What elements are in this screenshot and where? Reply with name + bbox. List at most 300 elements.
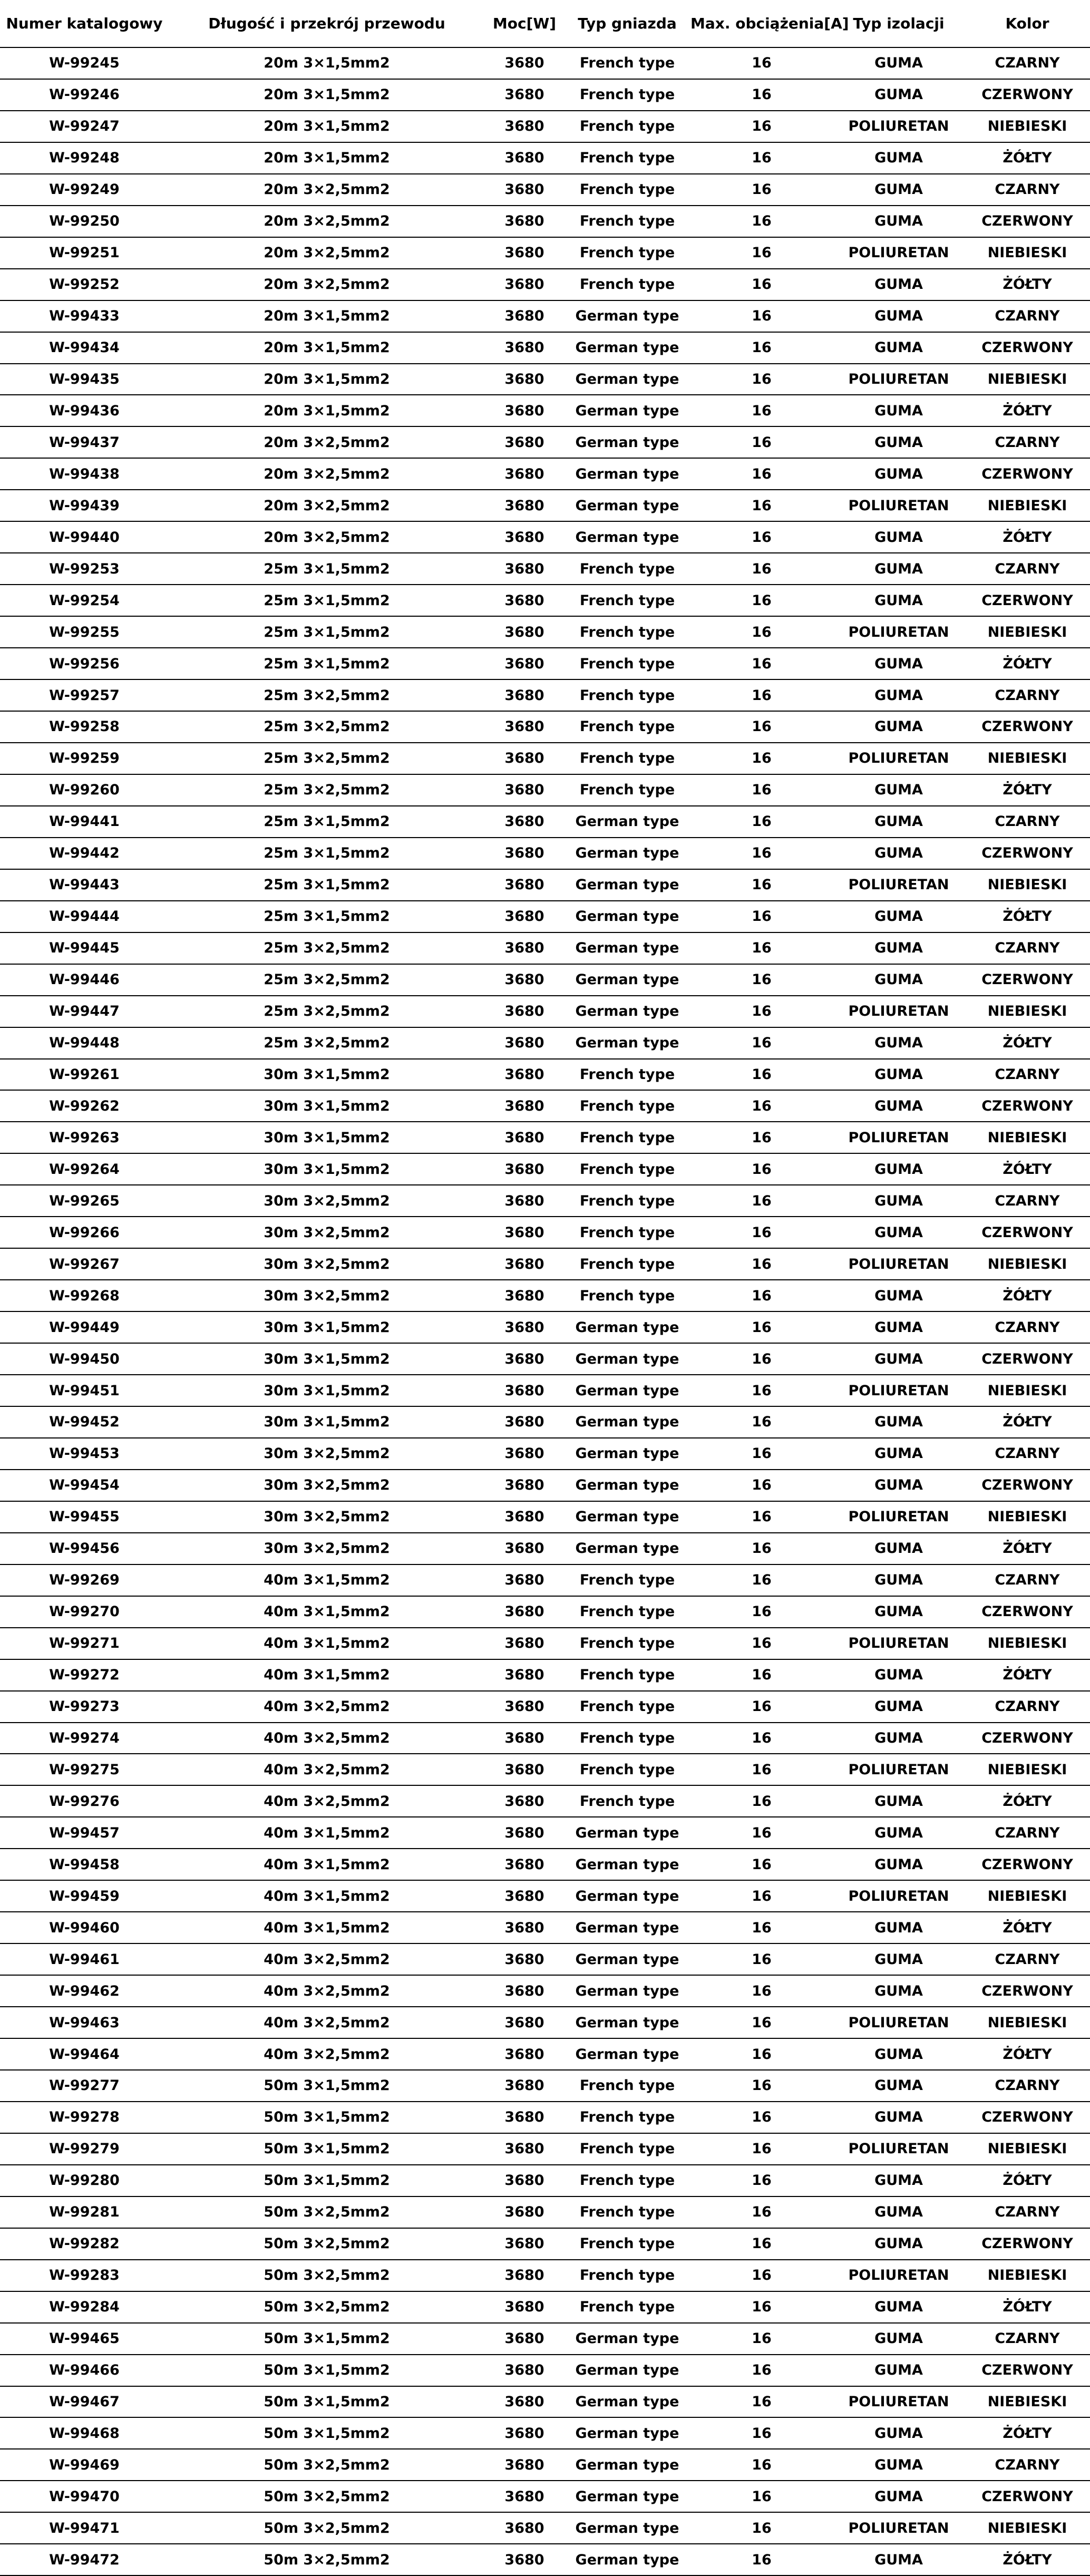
power-cell: 3680	[504, 2014, 544, 2031]
power-cell: 3680	[504, 402, 544, 419]
length-cross-section-cell: 50m 3×1,5mm2	[264, 2077, 390, 2094]
table-row	[0, 458, 1090, 490]
insulation-type-cell: GUMA	[874, 2235, 923, 2252]
table-row	[0, 1059, 1090, 1091]
power-cell: 3680	[504, 181, 544, 198]
color-cell: ŻÓŁTY	[1003, 2299, 1052, 2316]
power-cell: 3680	[504, 2362, 544, 2379]
insulation-type-cell: POLIURETAN	[848, 1509, 949, 1525]
power-cell: 3680	[504, 1097, 544, 1114]
max-load-cell: 16	[752, 2014, 772, 2031]
socket-type-cell: German type	[575, 2425, 679, 2442]
catalog-number-cell: W-99283	[49, 2267, 120, 2284]
insulation-type-cell: GUMA	[874, 2362, 923, 2379]
socket-type-cell: French type	[579, 1256, 675, 1272]
power-cell: 3680	[504, 2172, 544, 2189]
insulation-type-cell: GUMA	[874, 1824, 923, 1841]
max-load-cell: 16	[752, 1192, 772, 1209]
max-load-cell: 16	[752, 2551, 772, 2568]
max-load-cell: 16	[752, 1445, 772, 1462]
color-cell: CZARNY	[995, 2204, 1060, 2221]
max-load-cell: 16	[752, 1635, 772, 1652]
catalog-number-cell: W-99439	[49, 497, 120, 514]
max-load-cell: 16	[752, 1414, 772, 1431]
max-load-cell: 16	[752, 402, 772, 419]
power-cell: 3680	[504, 2299, 544, 2316]
max-load-cell: 16	[752, 845, 772, 862]
color-cell: CZARNY	[995, 687, 1060, 704]
column-header-insulation-type: Typ izolacji	[833, 0, 965, 47]
insulation-type-cell: GUMA	[874, 971, 923, 988]
socket-type-cell: German type	[575, 1919, 679, 1936]
power-cell: 3680	[504, 560, 544, 577]
table-row	[0, 964, 1090, 996]
catalog-number-cell: W-99258	[49, 718, 120, 735]
catalog-number-cell: W-99462	[49, 1982, 120, 1999]
socket-type-cell: German type	[575, 1477, 679, 1494]
socket-type-cell: French type	[579, 1793, 675, 1810]
color-cell: ŻÓŁTY	[1003, 1793, 1052, 1810]
length-cross-section-cell: 25m 3×1,5mm2	[264, 592, 390, 609]
insulation-type-cell: GUMA	[874, 845, 923, 862]
socket-type-cell: German type	[575, 908, 679, 925]
power-cell: 3680	[504, 1256, 544, 1272]
insulation-type-cell: GUMA	[874, 1729, 923, 1746]
socket-type-cell: German type	[575, 1856, 679, 1873]
max-load-cell: 16	[752, 908, 772, 925]
power-cell: 3680	[504, 624, 544, 640]
max-load-cell: 16	[752, 1919, 772, 1936]
length-cross-section-cell: 40m 3×2,5mm2	[264, 1793, 390, 1810]
power-cell: 3680	[504, 1287, 544, 1304]
length-cross-section-cell: 40m 3×2,5mm2	[264, 1982, 390, 1999]
length-cross-section-cell: 20m 3×2,5mm2	[264, 434, 390, 451]
max-load-cell: 16	[752, 1856, 772, 1873]
insulation-type-cell: GUMA	[874, 718, 923, 735]
socket-type-cell: French type	[579, 782, 675, 799]
catalog-number-cell: W-99437	[49, 434, 120, 451]
insulation-type-cell: GUMA	[874, 655, 923, 672]
length-cross-section-cell: 40m 3×2,5mm2	[264, 1761, 390, 1778]
table-row	[0, 932, 1090, 964]
table-row	[0, 490, 1090, 521]
socket-type-cell: French type	[579, 1698, 675, 1715]
length-cross-section-cell: 30m 3×1,5mm2	[264, 1066, 390, 1083]
table-row	[0, 1248, 1090, 1280]
color-cell: ŻÓŁTY	[1003, 2551, 1052, 2568]
insulation-type-cell: GUMA	[874, 908, 923, 925]
max-load-cell: 16	[752, 1509, 772, 1525]
socket-type-cell: German type	[575, 465, 679, 482]
table-row	[0, 1311, 1090, 1343]
socket-type-cell: German type	[575, 371, 679, 387]
insulation-type-cell: GUMA	[874, 2488, 923, 2505]
table-row	[0, 269, 1090, 300]
power-cell: 3680	[504, 2141, 544, 2157]
catalog-number-cell: W-99442	[49, 845, 120, 862]
length-cross-section-cell: 50m 3×2,5mm2	[264, 2299, 390, 2316]
insulation-type-cell: GUMA	[874, 1572, 923, 1589]
table-row	[0, 648, 1090, 679]
catalog-number-cell: W-99273	[49, 1698, 120, 1715]
max-load-cell: 16	[752, 529, 772, 546]
table-row	[0, 1628, 1090, 1659]
table-row	[0, 774, 1090, 806]
color-cell: ŻÓŁTY	[1003, 276, 1052, 293]
insulation-type-cell: POLIURETAN	[848, 118, 949, 135]
catalog-number-cell: W-99245	[49, 55, 120, 72]
insulation-type-cell: POLIURETAN	[848, 1635, 949, 1652]
max-load-cell: 16	[752, 213, 772, 230]
length-cross-section-cell: 40m 3×1,5mm2	[264, 1856, 390, 1873]
insulation-type-cell: GUMA	[874, 2046, 923, 2063]
power-cell: 3680	[504, 2520, 544, 2536]
insulation-type-cell: GUMA	[874, 1540, 923, 1557]
catalog-number-cell: W-99279	[49, 2141, 120, 2157]
table-row	[0, 869, 1090, 901]
length-cross-section-cell: 25m 3×1,5mm2	[264, 908, 390, 925]
power-cell: 3680	[504, 971, 544, 988]
table-row	[0, 2481, 1090, 2512]
power-cell: 3680	[504, 245, 544, 261]
power-cell: 3680	[504, 718, 544, 735]
insulation-type-cell: GUMA	[874, 592, 923, 609]
color-cell: NIEBIESKI	[987, 2141, 1067, 2157]
insulation-type-cell: POLIURETAN	[848, 2394, 949, 2410]
max-load-cell: 16	[752, 1161, 772, 1178]
length-cross-section-cell: 20m 3×2,5mm2	[264, 213, 390, 230]
catalog-number-cell: W-99435	[49, 371, 120, 387]
length-cross-section-cell: 25m 3×2,5mm2	[264, 1035, 390, 1052]
socket-type-cell: German type	[575, 1382, 679, 1399]
length-cross-section-cell: 25m 3×1,5mm2	[264, 845, 390, 862]
power-cell: 3680	[504, 1698, 544, 1715]
power-cell: 3680	[504, 1540, 544, 1557]
max-load-cell: 16	[752, 1667, 772, 1684]
max-load-cell: 16	[752, 940, 772, 957]
length-cross-section-cell: 20m 3×2,5mm2	[264, 276, 390, 293]
color-cell: CZERWONY	[981, 1603, 1073, 1620]
catalog-number-cell: W-99253	[49, 560, 120, 577]
socket-type-cell: German type	[575, 2014, 679, 2031]
length-cross-section-cell: 25m 3×2,5mm2	[264, 718, 390, 735]
socket-type-cell: French type	[579, 1192, 675, 1209]
table-row	[0, 2260, 1090, 2291]
table-body	[0, 47, 1090, 2575]
length-cross-section-cell: 40m 3×1,5mm2	[264, 1635, 390, 1652]
max-load-cell: 16	[752, 2172, 772, 2189]
power-cell: 3680	[504, 55, 544, 72]
catalog-number-cell: W-99443	[49, 877, 120, 893]
socket-type-cell: French type	[579, 687, 675, 704]
max-load-cell: 16	[752, 2299, 772, 2316]
socket-type-cell: German type	[575, 877, 679, 893]
power-cell: 3680	[504, 1382, 544, 1399]
table-row	[0, 585, 1090, 616]
socket-type-cell: French type	[579, 118, 675, 135]
catalog-number-cell: W-99248	[49, 150, 120, 167]
color-cell: ŻÓŁTY	[1003, 1919, 1052, 1936]
socket-type-cell: French type	[579, 276, 675, 293]
insulation-type-cell: POLIURETAN	[848, 1382, 949, 1399]
max-load-cell: 16	[752, 1824, 772, 1841]
catalog-number-cell: W-99277	[49, 2077, 120, 2094]
color-cell: CZERWONY	[981, 2488, 1073, 2505]
socket-type-cell: French type	[579, 2109, 675, 2126]
catalog-number-cell: W-99467	[49, 2394, 120, 2410]
socket-type-cell: French type	[579, 1287, 675, 1304]
length-cross-section-cell: 30m 3×1,5mm2	[264, 1097, 390, 1114]
length-cross-section-cell: 20m 3×1,5mm2	[264, 402, 390, 419]
color-cell: CZERWONY	[981, 1729, 1073, 1746]
length-cross-section-cell: 50m 3×2,5mm2	[264, 2551, 390, 2568]
power-cell: 3680	[504, 2204, 544, 2221]
length-cross-section-cell: 30m 3×2,5mm2	[264, 1477, 390, 1494]
max-load-cell: 16	[752, 1729, 772, 1746]
catalog-number-cell: W-99472	[49, 2551, 120, 2568]
length-cross-section-cell: 40m 3×2,5mm2	[264, 1698, 390, 1715]
max-load-cell: 16	[752, 1951, 772, 1968]
insulation-type-cell: POLIURETAN	[848, 1761, 949, 1778]
insulation-type-cell: GUMA	[874, 55, 923, 72]
catalog-number-cell: W-99445	[49, 940, 120, 957]
color-cell: CZARNY	[995, 1319, 1060, 1336]
color-cell: ŻÓŁTY	[1003, 402, 1052, 419]
length-cross-section-cell: 25m 3×2,5mm2	[264, 750, 390, 767]
catalog-number-cell: W-99257	[49, 687, 120, 704]
insulation-type-cell: GUMA	[874, 687, 923, 704]
table-row	[0, 1153, 1090, 1185]
table-row	[0, 2007, 1090, 2038]
table-row	[0, 1027, 1090, 1059]
insulation-type-cell: POLIURETAN	[848, 624, 949, 640]
power-cell: 3680	[504, 687, 544, 704]
power-cell: 3680	[504, 1572, 544, 1589]
power-cell: 3680	[504, 2330, 544, 2347]
color-cell: CZARNY	[995, 434, 1060, 451]
catalog-number-cell: W-99449	[49, 1319, 120, 1336]
socket-type-cell: German type	[575, 339, 679, 356]
power-cell: 3680	[504, 655, 544, 672]
table-row	[0, 2165, 1090, 2196]
power-cell: 3680	[504, 465, 544, 482]
color-cell: CZERWONY	[981, 1224, 1073, 1241]
insulation-type-cell: GUMA	[874, 1192, 923, 1209]
insulation-type-cell: GUMA	[874, 1951, 923, 1968]
power-cell: 3680	[504, 2394, 544, 2410]
color-cell: CZERWONY	[981, 592, 1073, 609]
length-cross-section-cell: 20m 3×1,5mm2	[264, 118, 390, 135]
max-load-cell: 16	[752, 1888, 772, 1904]
max-load-cell: 16	[752, 150, 772, 167]
table-row	[0, 395, 1090, 426]
length-cross-section-cell: 30m 3×2,5mm2	[264, 1224, 390, 1241]
socket-type-cell: German type	[575, 940, 679, 957]
color-cell: CZERWONY	[981, 1097, 1073, 1114]
length-cross-section-cell: 20m 3×2,5mm2	[264, 497, 390, 514]
length-cross-section-cell: 30m 3×2,5mm2	[264, 1509, 390, 1525]
length-cross-section-cell: 30m 3×1,5mm2	[264, 1319, 390, 1336]
socket-type-cell: German type	[575, 1414, 679, 1431]
socket-type-cell: German type	[575, 308, 679, 325]
color-cell: CZARNY	[995, 813, 1060, 830]
insulation-type-cell: GUMA	[874, 1035, 923, 1052]
catalog-number-cell: W-99249	[49, 181, 120, 198]
max-load-cell: 16	[752, 245, 772, 261]
table-row	[0, 111, 1090, 142]
catalog-number-cell: W-99466	[49, 2362, 120, 2379]
column-header-length-cross-section: Długość i przekrój przewodu	[169, 0, 485, 47]
socket-type-cell: French type	[579, 213, 675, 230]
table-row	[0, 174, 1090, 206]
catalog-number-cell: W-99470	[49, 2488, 120, 2505]
max-load-cell: 16	[752, 750, 772, 767]
insulation-type-cell: GUMA	[874, 1161, 923, 1178]
length-cross-section-cell: 40m 3×1,5mm2	[264, 1667, 390, 1684]
table-row	[0, 1185, 1090, 1217]
max-load-cell: 16	[752, 2046, 772, 2063]
length-cross-section-cell: 40m 3×1,5mm2	[264, 1572, 390, 1589]
insulation-type-cell: POLIURETAN	[848, 1003, 949, 1020]
length-cross-section-cell: 50m 3×1,5mm2	[264, 2394, 390, 2410]
power-cell: 3680	[504, 434, 544, 451]
table-row	[0, 838, 1090, 869]
table-row	[0, 1217, 1090, 1248]
length-cross-section-cell: 30m 3×1,5mm2	[264, 1350, 390, 1367]
color-cell: CZARNY	[995, 1066, 1060, 1083]
table-row	[0, 806, 1090, 838]
column-header-max-load: Max. obciążenia[A]	[690, 0, 833, 47]
insulation-type-cell: POLIURETAN	[848, 2014, 949, 2031]
max-load-cell: 16	[752, 2394, 772, 2410]
insulation-type-cell: GUMA	[874, 465, 923, 482]
power-cell: 3680	[504, 1603, 544, 1620]
insulation-type-cell: GUMA	[874, 1982, 923, 1999]
socket-type-cell: German type	[575, 813, 679, 830]
catalog-number-cell: W-99438	[49, 465, 120, 482]
length-cross-section-cell: 20m 3×1,5mm2	[264, 371, 390, 387]
socket-type-cell: German type	[575, 2551, 679, 2568]
socket-type-cell: German type	[575, 1035, 679, 1052]
power-cell: 3680	[504, 276, 544, 293]
insulation-type-cell: GUMA	[874, 2330, 923, 2347]
length-cross-section-cell: 20m 3×2,5mm2	[264, 465, 390, 482]
power-cell: 3680	[504, 1667, 544, 1684]
catalog-number-cell: W-99247	[49, 118, 120, 135]
power-cell: 3680	[504, 497, 544, 514]
socket-type-cell: German type	[575, 2394, 679, 2410]
socket-type-cell: German type	[575, 1951, 679, 1968]
power-cell: 3680	[504, 2456, 544, 2473]
table-row	[0, 743, 1090, 774]
color-cell: CZARNY	[995, 55, 1060, 72]
catalog-number-cell: W-99271	[49, 1635, 120, 1652]
color-cell: ŻÓŁTY	[1003, 1540, 1052, 1557]
length-cross-section-cell: 25m 3×1,5mm2	[264, 813, 390, 830]
color-cell: NIEBIESKI	[987, 497, 1067, 514]
max-load-cell: 16	[752, 2204, 772, 2221]
insulation-type-cell: GUMA	[874, 181, 923, 198]
power-cell: 3680	[504, 1319, 544, 1336]
color-cell: CZERWONY	[981, 213, 1073, 230]
socket-type-cell: German type	[575, 971, 679, 988]
socket-type-cell: French type	[579, 1635, 675, 1652]
max-load-cell: 16	[752, 2267, 772, 2284]
length-cross-section-cell: 20m 3×1,5mm2	[264, 150, 390, 167]
power-cell: 3680	[504, 1035, 544, 1052]
color-cell: NIEBIESKI	[987, 750, 1067, 767]
max-load-cell: 16	[752, 718, 772, 735]
table-row	[0, 426, 1090, 458]
table-row	[0, 1533, 1090, 1564]
max-load-cell: 16	[752, 1066, 772, 1083]
catalog-number-cell: W-99444	[49, 908, 120, 925]
max-load-cell: 16	[752, 2077, 772, 2094]
socket-type-cell: German type	[575, 2046, 679, 2063]
table-row	[0, 2291, 1090, 2323]
table-row	[0, 2544, 1090, 2575]
power-cell: 3680	[504, 1414, 544, 1431]
color-cell: ŻÓŁTY	[1003, 1161, 1052, 1178]
power-cell: 3680	[504, 2046, 544, 2063]
power-cell: 3680	[504, 2267, 544, 2284]
power-cell: 3680	[504, 750, 544, 767]
socket-type-cell: French type	[579, 655, 675, 672]
color-cell: NIEBIESKI	[987, 2014, 1067, 2031]
table-row	[0, 206, 1090, 237]
socket-type-cell: French type	[579, 1729, 675, 1746]
power-cell: 3680	[504, 2235, 544, 2252]
insulation-type-cell: POLIURETAN	[848, 1129, 949, 1146]
max-load-cell: 16	[752, 2425, 772, 2442]
color-cell: CZERWONY	[981, 718, 1073, 735]
color-cell: ŻÓŁTY	[1003, 1287, 1052, 1304]
length-cross-section-cell: 40m 3×1,5mm2	[264, 1603, 390, 1620]
color-cell: NIEBIESKI	[987, 2267, 1067, 2284]
power-cell: 3680	[504, 118, 544, 135]
length-cross-section-cell: 50m 3×2,5mm2	[264, 2488, 390, 2505]
length-cross-section-cell: 30m 3×1,5mm2	[264, 1129, 390, 1146]
power-cell: 3680	[504, 1192, 544, 1209]
power-cell: 3680	[504, 940, 544, 957]
table-row	[0, 1470, 1090, 1501]
catalog-number-cell: W-99269	[49, 1572, 120, 1589]
length-cross-section-cell: 40m 3×2,5mm2	[264, 1951, 390, 1968]
length-cross-section-cell: 40m 3×1,5mm2	[264, 1919, 390, 1936]
socket-type-cell: German type	[575, 1982, 679, 1999]
max-load-cell: 16	[752, 497, 772, 514]
insulation-type-cell: GUMA	[874, 1350, 923, 1367]
table-row	[0, 79, 1090, 111]
insulation-type-cell: GUMA	[874, 560, 923, 577]
table-row	[0, 332, 1090, 364]
max-load-cell: 16	[752, 687, 772, 704]
color-cell: CZARNY	[995, 2077, 1060, 2094]
table-row	[0, 1596, 1090, 1628]
socket-type-cell: French type	[579, 718, 675, 735]
catalog-number-cell: W-99281	[49, 2204, 120, 2221]
catalog-number-cell: W-99256	[49, 655, 120, 672]
insulation-type-cell: GUMA	[874, 1919, 923, 1936]
power-cell: 3680	[504, 1003, 544, 1020]
insulation-type-cell: GUMA	[874, 1287, 923, 1304]
length-cross-section-cell: 50m 3×1,5mm2	[264, 2330, 390, 2347]
color-cell: CZARNY	[995, 2330, 1060, 2347]
length-cross-section-cell: 25m 3×1,5mm2	[264, 624, 390, 640]
insulation-type-cell: POLIURETAN	[848, 245, 949, 261]
table-row	[0, 1090, 1090, 1122]
socket-type-cell: German type	[575, 497, 679, 514]
